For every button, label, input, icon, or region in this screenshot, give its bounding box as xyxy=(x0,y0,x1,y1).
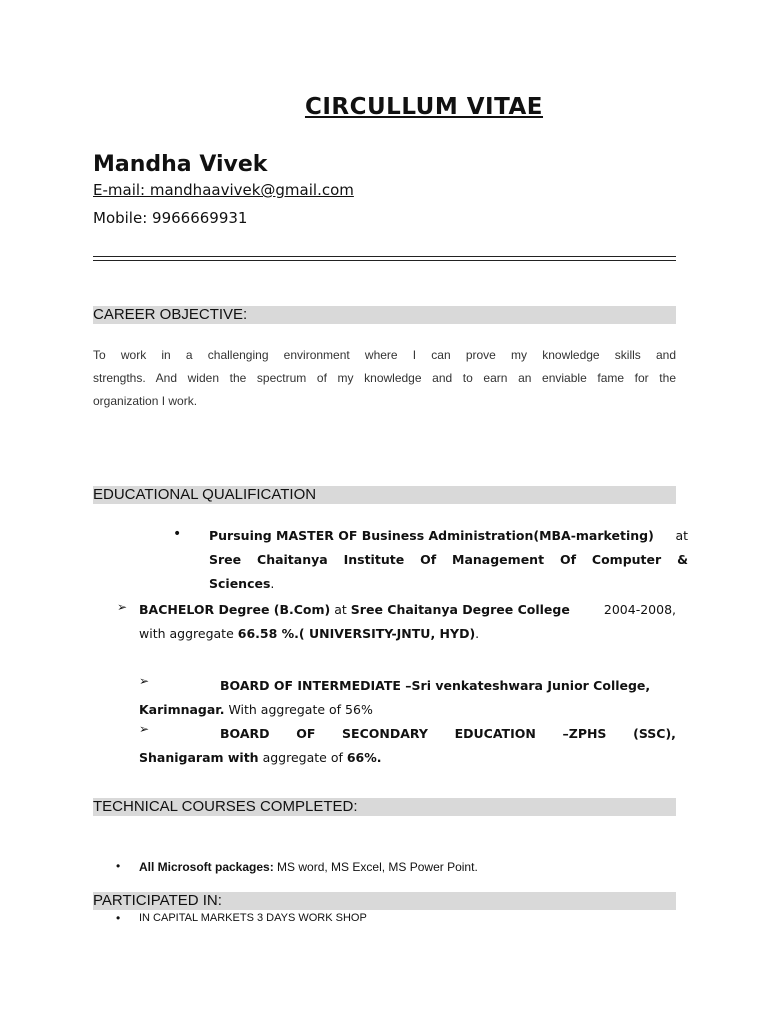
arrow-bullet-icon: ➢ xyxy=(139,674,150,688)
education-item-ssc: BOARD OF SECONDARY EDUCATION –ZPHS (SSC), Shanigaram with aggregate of 66%. xyxy=(139,726,676,765)
education-item-mba: Pursuing MASTER OF Business Administration(MBA-marketing) at Sree Chaitanya Institute Of Management Of Computer & Sciences. xyxy=(209,524,688,596)
divider-bottom xyxy=(93,260,676,261)
mobile-line: Mobile: 9966669931 xyxy=(93,209,248,227)
career-objective-text xyxy=(93,344,676,413)
objective-line-2: strengths. And widen the spectrum of my knowledge and to earn an enviable fame for the xyxy=(93,371,676,385)
objective-line-1: To work in a challenging environment where I can prove my knowledge skills and xyxy=(93,348,676,362)
bullet-icon: • xyxy=(173,526,182,542)
education-item-intermediate: BOARD OF INTERMEDIATE –Sri venkateshwara Junior College, Karimnagar. With aggregate of 56% xyxy=(139,678,651,717)
participated-item: IN CAPITAL MARKETS 3 DAYS WORK SHOP xyxy=(139,912,367,924)
technical-heading: TECHNICAL COURSES COMPLETED: xyxy=(93,798,676,816)
arrow-bullet-icon: ➢ xyxy=(117,600,128,614)
participated-heading: PARTICIPATED IN: xyxy=(93,892,676,910)
bullet-icon: • xyxy=(116,859,121,873)
document-title: CIRCULLUM VITAE xyxy=(304,94,544,120)
education-heading: EDUCATIONAL QUALIFICATION xyxy=(93,486,676,504)
mba-title: Pursuing MASTER OF Business Administration(MBA-marketing) xyxy=(209,528,654,543)
career-objective-heading: CAREER OBJECTIVE: xyxy=(93,306,676,324)
arrow-bullet-icon: ➢ xyxy=(139,722,150,736)
mba-institute: Sree Chaitanya Institute Of Management Of Computer & xyxy=(209,552,688,567)
bullet-icon: • xyxy=(116,911,121,925)
divider-top xyxy=(93,256,676,257)
technical-item: All Microsoft packages: MS word, MS Excel, MS Power Point. xyxy=(139,860,478,874)
objective-line-3: organization I work. xyxy=(93,394,198,408)
education-item-bcom: BACHELOR Degree (B.Com) at Sree Chaitanya Degree College 2004-2008, with aggregate 66.58 %.( UNIVERSITY-JNTU, HYD). xyxy=(139,602,676,641)
candidate-name: Mandha Vivek xyxy=(93,152,268,177)
email-line: E-mail: mandhaavivek@gmail.com xyxy=(93,181,354,199)
